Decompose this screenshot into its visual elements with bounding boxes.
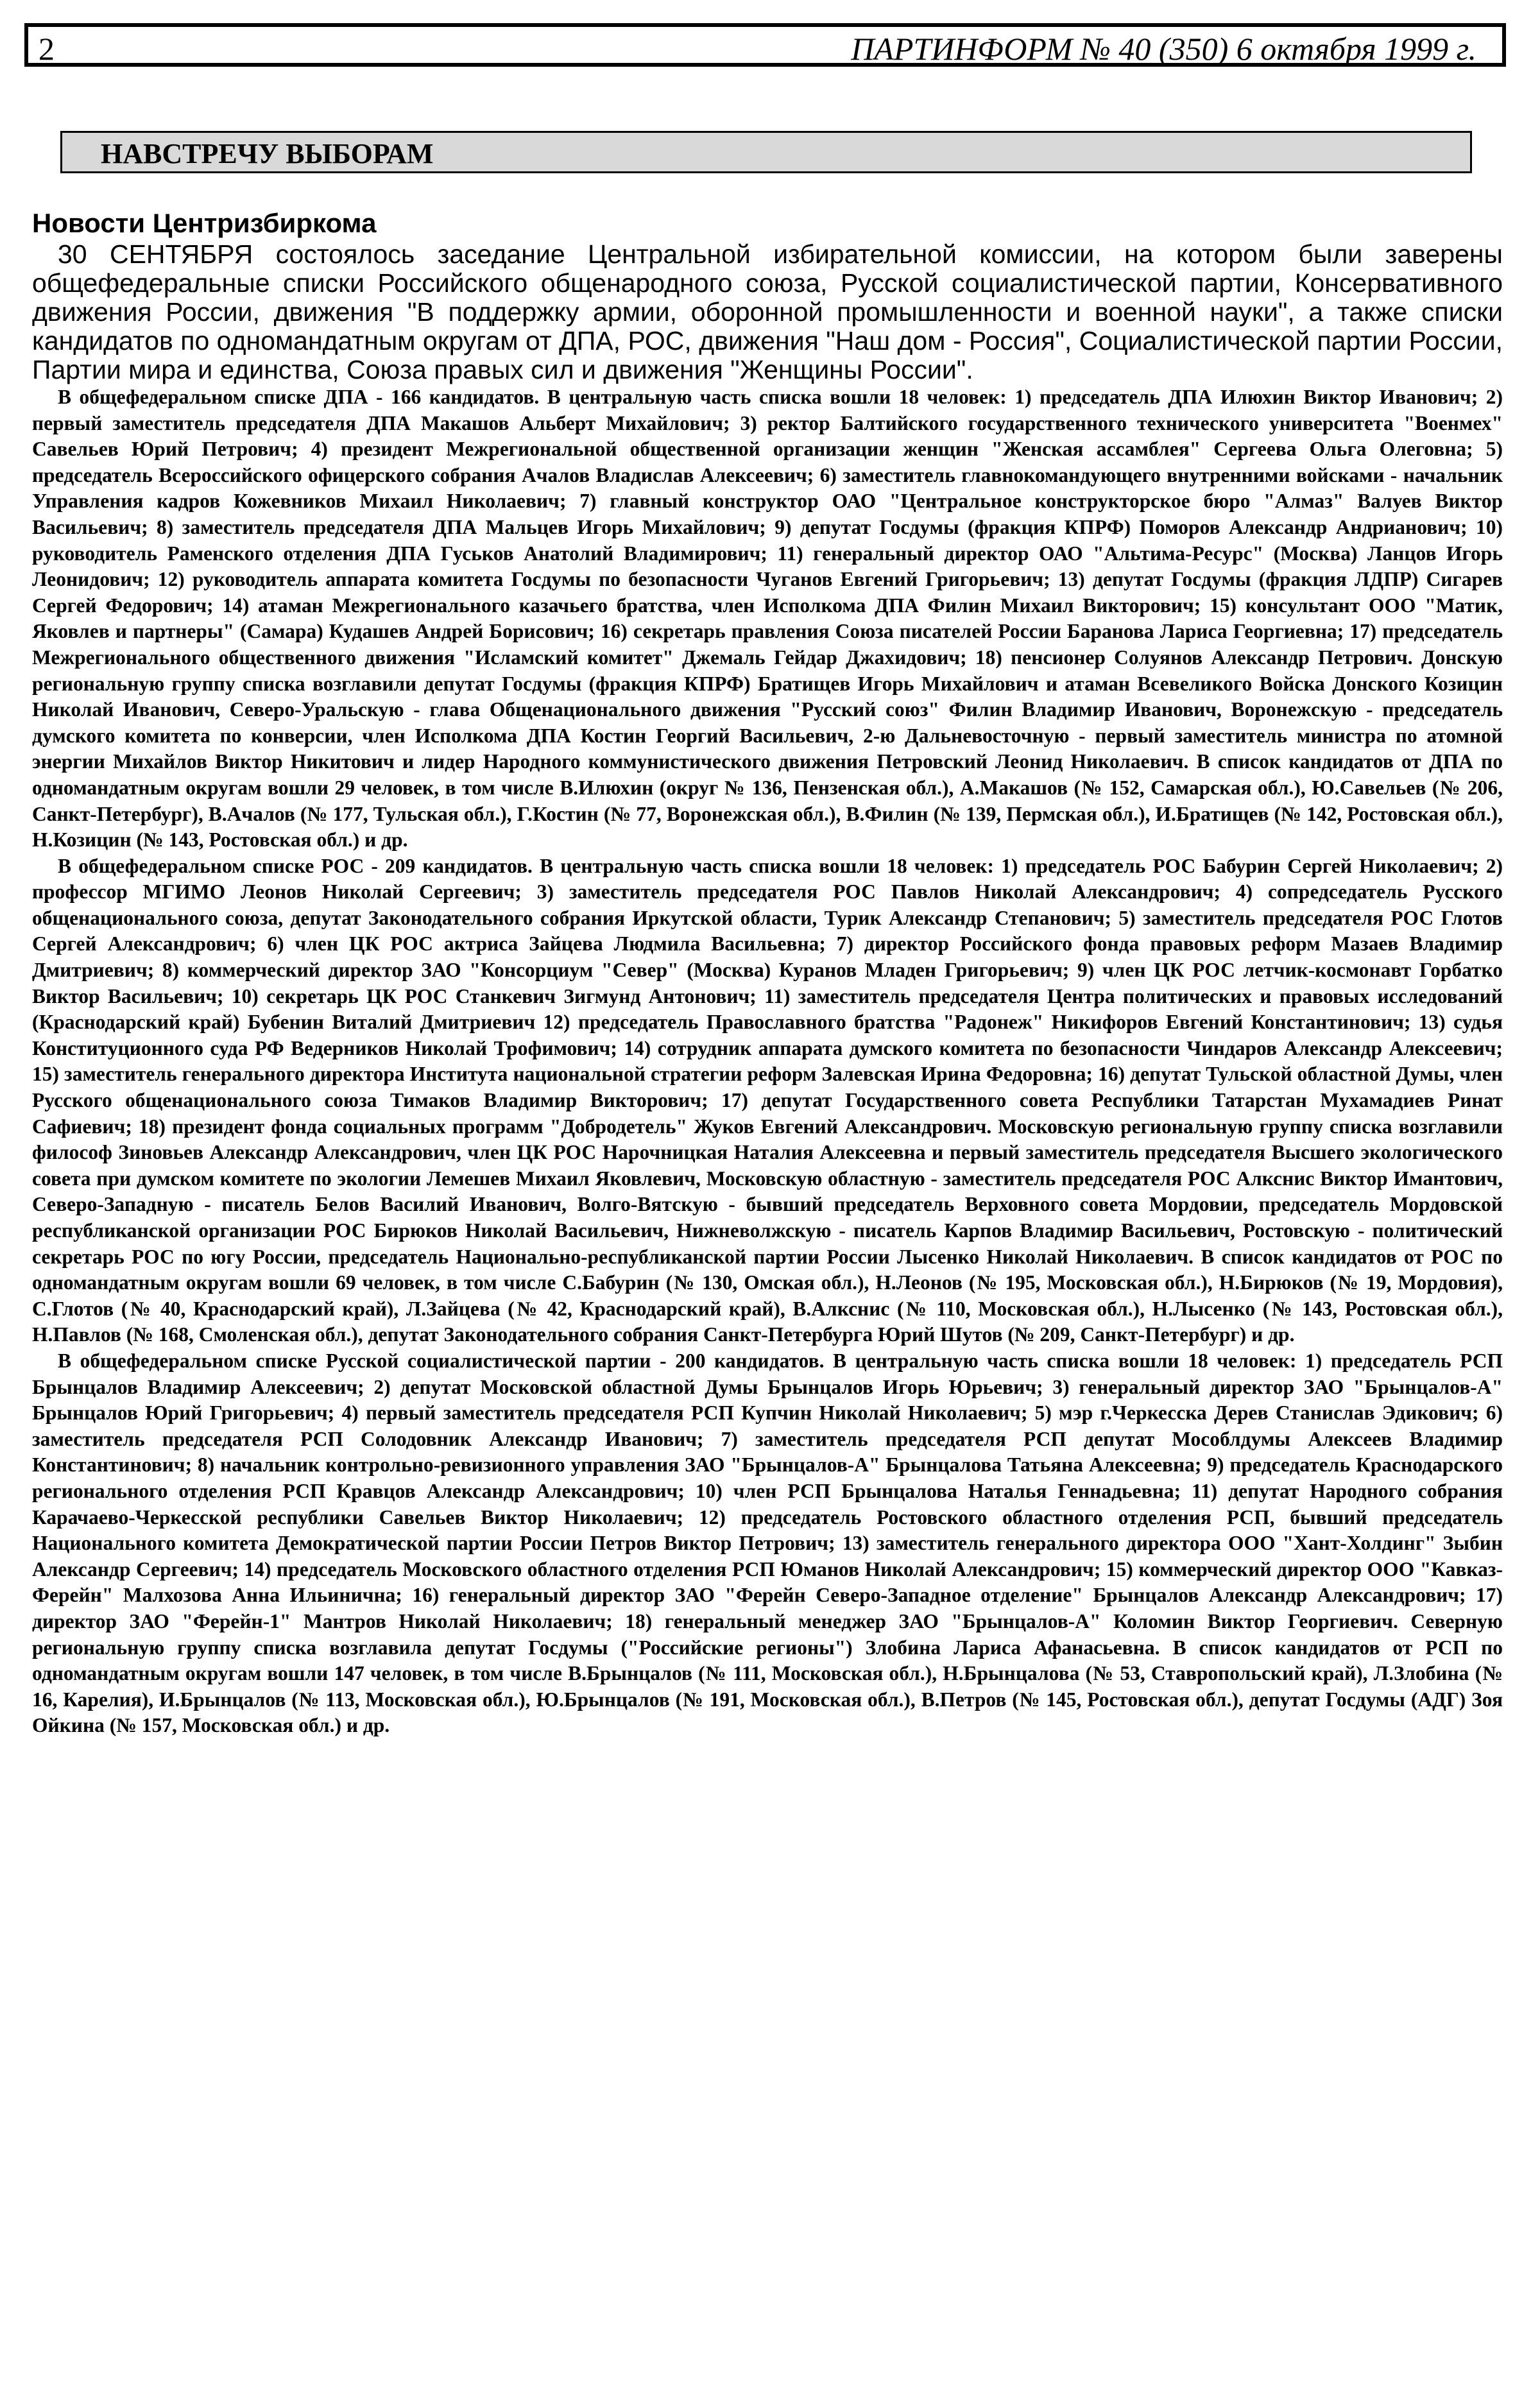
paragraph-dpa: В общефедеральном списке ДПА - 166 кандидатов. В центральную часть списка вошли 18 человек: 1) председатель ДПА Илюхин Виктор Иванович; 2) первый заместитель председателя ДПА Макашов Альберт Михайлович; 3) ректор Балтийского государственного технического университета "Военмех" Савельев Юрий Петрович; 4) президент Межрегиональной общественной организации женщин "Женская ассамблея" Сергеева Ольга Олеговна; 5) председатель Всероссийского офицерского собрания Ачалов Владислав Алексеевич; 6) заместитель главнокомандующего внутренними войсками - начальник Управления кадров Кожевников Михаил Николаевич; 7) главный конструктор ОАО "Центральное конструкторское бюро "Алмаз" Валуев Виктор Васильевич; 8) заместитель председателя ДПА Мальцев Игорь Михайлович; 9) депутат Госдумы (фракция КПРФ) Поморов Александр Андрианович; 10) руководитель Раменского отделения ДПА Гуськов Анатолий Владимирович; 11) генеральный директор ОАО "Альтима-Ресурс" (Москва) Ланцов Игорь Леонидович; 12) руководитель аппарата комитета Госдумы по безопасности Чуганов Евгений Григорьевич; 13) депутат Госдумы (фракция ЛДПР) Сигарев Сергей Федорович; 14) атаман Межрегионального казачьего братства, член Исполкома ДПА Филин Михаил Викторович; 15) консультант ООО "Матик, Яковлев и партнеры" (Самара) Кудашев Андрей Борисович; 16) секретарь правления Союза писателей России Баранова Лариса Георгиевна; 17) председатель Межрегионального общественного движения "Исламский комитет" Джемаль Гейдар Джахидович; 18) пенсионер Солуянов Александр Петрович. Донскую региональную группу списка возглавили депутат Госдумы (фракция КПРФ) Братищев Игорь Михайлович и атаман Всевеликого Войска Донского Козицин Николай Иванович, Северо-Уральскую - глава Общенационального движения "Русский союз" Филин Владимир Иванович, Воронежскую - председатель думского комитета по конверсии, член Исполкома ДПА Костин Георгий Васильевич, 2-ю Дальневосточную - первый заместитель министра по атомной энергии Михайлов Виктор Никитович и лидер Народного коммунистического движения Петровский Леонид Николаевич. В список кандидатов от ДПА по одномандатным округам вошли 29 человек, в том числе В.Илюхин (округ № 136, Пензенская обл.), А.Макашов (№ 152, Самарская обл.), Ю.Савельев (№ 206, Санкт-Петербург), В.Ачалов (№ 177, Тульская обл.), Г.Костин (№ 77, Воронежская обл.), В.Филин (№ 139, Пермская обл.), И.Братищев (№ 142, Ростовская обл.), Н.Козицин (№ 143, Ростовская обл.) и др. <box>32 386 1503 852</box>
paragraph-rsp: В общефедеральном списке Русской социалистической партии - 200 кандидатов. В центральную часть списка вошли 18 человек: 1) председатель РСП Брынцалов Владимир Алексеевич; 2) депутат Московской областной Думы Брынцалов Игорь Юрьевич; 3) генеральный директор ЗАО "Брынцалов-А" Брынцалов Юрий Григорьевич; 4) первый заместитель председателя РСП Купчин Николай Николаевич; 5) мэр г.Черкесска Дерев Станислав Эдикович; 6) заместитель председателя РСП Солодовник Александр Иванович; 7) заместитель председателя РСП депутат Мособлдумы Алексеев Владимир Константинович; 8) начальник контрольно-ревизионного управления ЗАО "Брынцалов-А" Брынцалова Татьяна Алексеевна; 9) председатель Краснодарского регионального отделения РСП Кравцов Александр Александрович; 10) член РСП Брынцалова Наталья Геннадьевна; 11) депутат Народного собрания Карачаево-Черкесской республики Савельев Виктор Николаевич; 12) председатель Ростовского областного отделения РСП, бывший председатель Национального комитета Демократической партии России Петров Виктор Петрович; 13) заместитель генерального директора ООО "Хант-Холдинг" Зыбин Александр Сергеевич; 14) председатель Московского областного отделения РСП Юманов Николай Александрович; 15) коммерческий директор ООО "Кавказ-Ферейн" Малхозова Анна Ильинична; 16) генеральный директор ЗАО "Ферейн Северо-Западное отделение" Брынцалов Александр Александрович; 17) директор ЗАО "Ферейн-1" Мантров Николай Николаевич; 18) генеральный менеджер ЗАО "Брынцалов-А" Коломин Виктор Георгиевич. Северную региональную группу списка возглавила депутат Госдумы ("Российские регионы") Злобина Лариса Афанасьевна. В список кандидатов от РСП по одномандатным округам вошли 147 человек, в том числе В.Брынцалов (№ 111, Московская обл.), Н.Брынцалова (№ 53, Ставропольский край), Л.Злобина (№ 16, Карелия), И.Брынцалов (№ 113, Московская обл.), Ю.Брынцалов (№ 191, Московская обл.), В.Петров (№ 145, Ростовская обл.), депутат Госдумы (АДГ) Зоя Ойкина (№ 157, Московская обл.) и др. <box>32 1349 1503 1737</box>
page-number: 2 <box>38 31 55 67</box>
section-title: НАВСТРЕЧУ ВЫБОРАМ <box>101 138 434 169</box>
article-heading: Новости Центризбиркома <box>32 208 377 238</box>
section-banner <box>60 131 1472 173</box>
issue-line: ПАРТИНФОРМ № 40 (350) 6 октября 1999 г. <box>851 31 1476 67</box>
article-lead: 30 СЕНТЯБРЯ состоялось заседание Центральной избирательной комиссии, на котором были заверены общефедеральные списки Российского общенародного союза, Русской социалистической партии, Консервативного движения России, движения "В поддержку армии, оборонной промышленности и военной науки", а также списки кандидатов по одномандатным округам от ДПА, РОС, движения "Наш дом - Россия", Социалистической партии России, Партии мира и единства, Союза правых сил и движения "Женщины России". <box>32 239 1503 384</box>
paragraph-ros: В общефедеральном списке РОС - 209 кандидатов. В центральную часть списка вошли 18 человек: 1) председатель РОС Бабурин Сергей Николаевич; 2) профессор МГИМО Леонов Николай Сергеевич; 3) заместитель председателя РОС Павлов Николай Александрович; 4) сопредседатель Русского общенационального союза, депутат Законодательного собрания Иркутской области, Турик Александр Степанович; 5) заместитель председателя РОС Глотов Сергей Александрович; 6) член ЦК РОС актриса Зайцева Людмила Васильевна; 7) директор Российского фонда правовых реформ Мазаев Владимир Дмитриевич; 8) коммерческий директор ЗАО "Консорциум "Север" (Москва) Куранов Младен Григорьевич; 9) член ЦК РОС летчик-космонавт Горбатко Виктор Васильевич; 10) секретарь ЦК РОС Станкевич Зигмунд Антонович; 11) заместитель председателя Центра политических и правовых исследований (Краснодарский край) Бубенин Виталий Дмитриевич 12) председатель Православного братства "Радонеж" Никифоров Евгений Константинович; 13) судья Конституционного суда РФ Ведерников Николай Трофимович; 14) сотрудник аппарата думского комитета по безопасности Чиндаров Александр Алексеевич; 15) заместитель генерального директора Института национальной стратегии реформ Залевская Ирина Федоровна; 16) депутат Тульской областной Думы, член Русского общенационального союза Тимаков Владимир Викторович; 17) депутат Государственного совета Республики Татарстан Мухамадиев Ринат Сафиевич; 18) президент фонда социальных программ "Добродетель" Жуков Евгений Александрович. Московскую региональную группу списка возглавили философ Зиновьев Александр Александрович, член ЦК РОС Нарочницкая Наталия Алексеевна и первый заместитель председателя Высшего экологического совета при думском комитете по экологии Лемешев Михаил Яковлевич, Московскую областную - заместитель председателя РОС Алкснис Виктор Имантович, Северо-Западную - писатель Белов Василий Иванович, Волго-Вятскую - бывший председатель Верховного совета Мордовии, председатель Мордовской республиканской организации РОС Бирюков Николай Васильевич, Нижневолжскую - писатель Карпов Владимир Васильевич, Ростовскую - политический секретарь РОС по югу России, председатель Национально-республиканской партии России Лысенко Николай Николаевич. В список кандидатов от РОС по одномандатным округам вошли 69 человек, в том числе С.Бабурин (№ 130, Омская обл.), Н.Леонов (№ 195, Московская обл.), Н.Бирюков (№ 19, Мордовия), С.Глотов (№ 40, Краснодарский край), Л.Зайцева (№ 42, Краснодарский край), В.Алкснис (№ 110, Московская обл.), Н.Лысенко (№ 143, Ростовская обл.), Н.Павлов (№ 168, Смоленская обл.), депутат Законодательного собрания Санкт-Петербурга Юрий Шутов (№ 209, Санкт-Петербург) и др. <box>32 854 1503 1346</box>
page-header <box>24 23 1506 67</box>
article <box>32 207 1503 1739</box>
